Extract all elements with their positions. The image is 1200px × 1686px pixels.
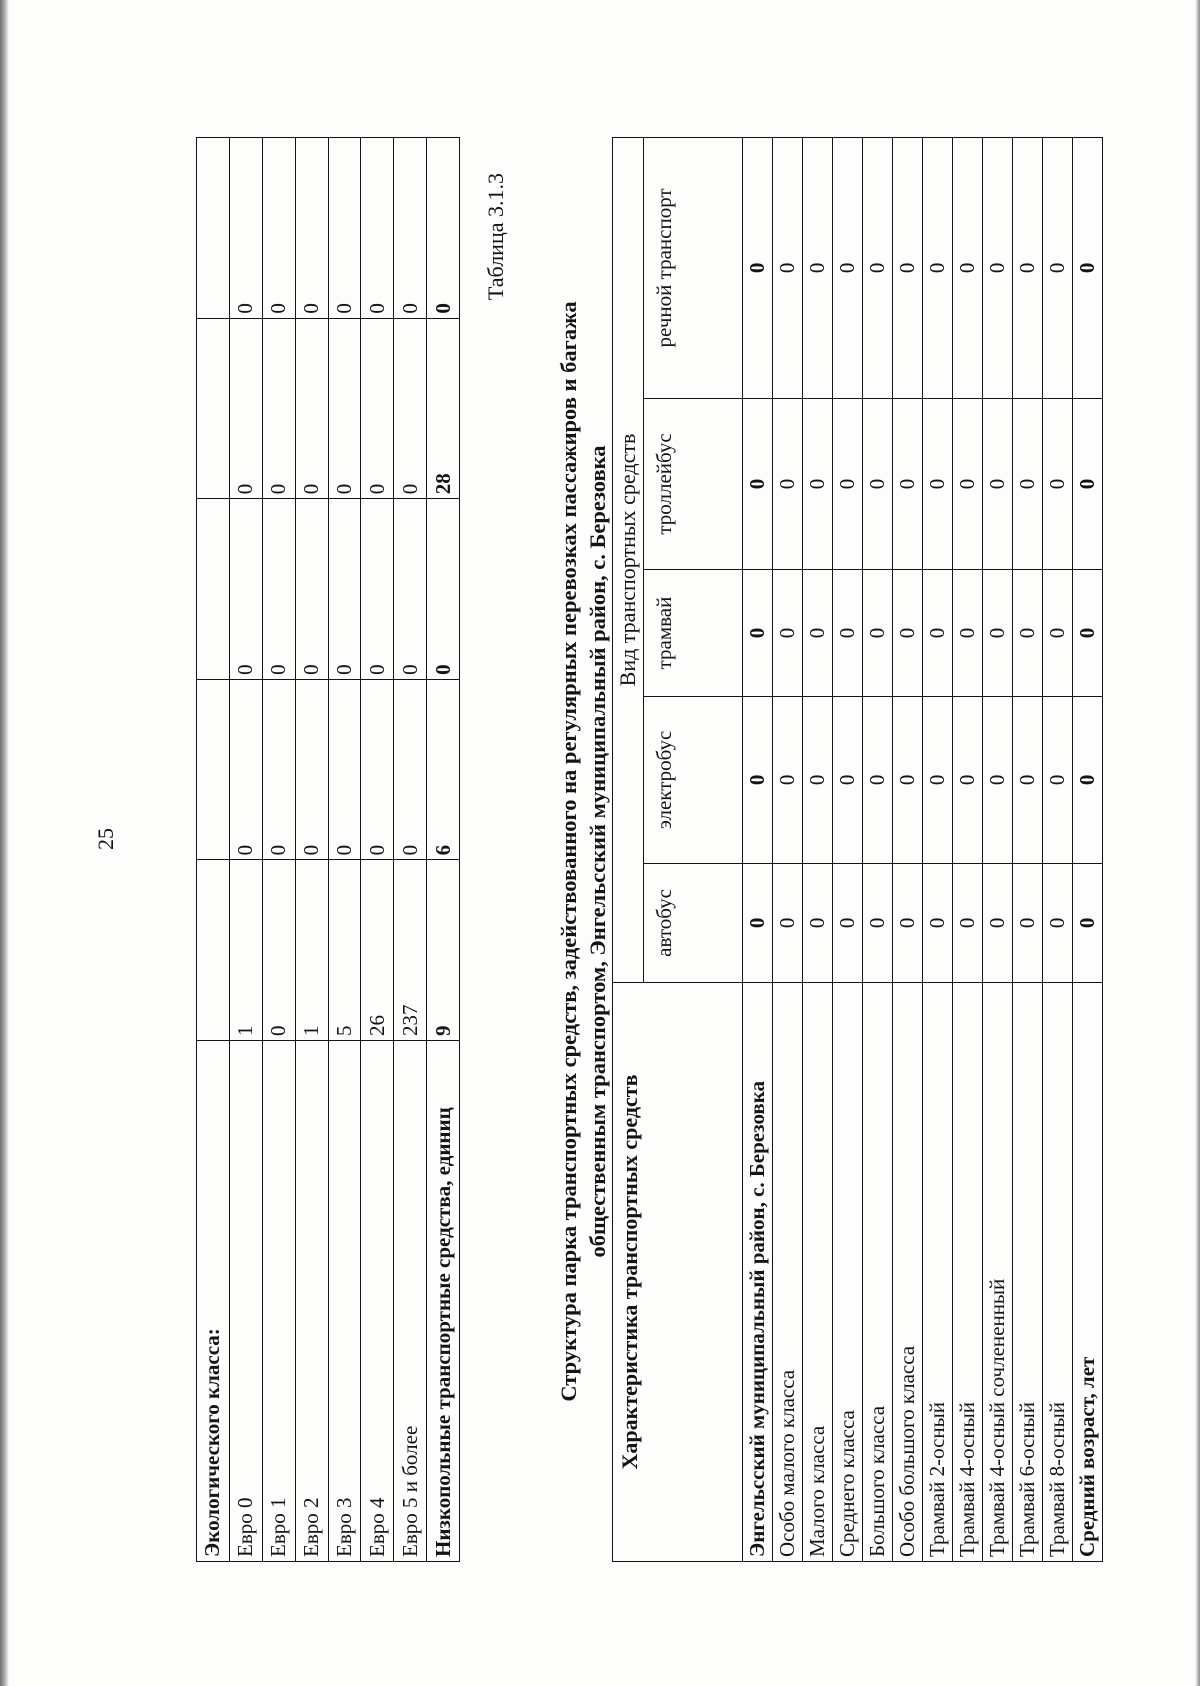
table-row	[229, 138, 262, 1562]
fleet-structure-table-grid	[612, 137, 1103, 1562]
table-cell: 0	[923, 863, 953, 982]
column-header-electrobus: электробус	[644, 696, 743, 863]
row-label: Малого класса	[803, 983, 833, 1562]
ecological-class-table	[196, 137, 460, 1562]
table-cell: 0	[833, 696, 863, 863]
table-cell	[197, 318, 230, 499]
scan-edge-right	[1195, 0, 1200, 1686]
row-label: Трамвай 8-осный	[1043, 983, 1073, 1562]
table-cell: 0	[1073, 863, 1103, 982]
table-cell: 0	[893, 398, 923, 569]
table-cell: 0	[833, 863, 863, 982]
table-cell: 0	[1013, 398, 1043, 569]
ecological-class-header: Экологического класса:	[197, 1040, 230, 1561]
table-cell: 0	[803, 138, 833, 399]
table-row	[394, 138, 427, 1562]
table-row	[743, 138, 773, 1562]
table-cell: 0	[803, 696, 833, 863]
row-label: Большого класса	[863, 983, 893, 1562]
table-row	[983, 138, 1013, 1562]
table-cell: 0	[893, 138, 923, 399]
row-label: Евро 4	[361, 1040, 394, 1561]
table-cell: 0	[229, 138, 262, 319]
table-cell: 0	[863, 863, 893, 982]
table-cell: 0	[394, 679, 427, 860]
table-cell: 0	[1073, 398, 1103, 569]
table-cell: 1	[295, 860, 328, 1041]
table-row	[295, 138, 328, 1562]
table-header-row	[197, 138, 230, 1562]
table-cell: 0	[893, 570, 923, 697]
table-cell: 0	[1043, 696, 1073, 863]
table-cell: 0	[1043, 138, 1073, 399]
row-label: Евро 1	[262, 1040, 295, 1561]
table-cell: 0	[262, 138, 295, 319]
table-cell: 0	[361, 318, 394, 499]
table-cell: 0	[983, 138, 1013, 399]
table-cell: 0	[803, 398, 833, 569]
table-cell: 26	[361, 860, 394, 1041]
characteristics-header: Характеристика транспортных средств	[613, 983, 743, 1562]
column-header-bus: автобус	[644, 863, 743, 982]
row-label: Трамвай 4-осный	[953, 983, 983, 1562]
table-title-line-2: общественным транспортом, Энгельсский муниципальный район, с. Березовка	[585, 445, 610, 1258]
row-label: Энгельсский муниципальный район, с. Березовка	[743, 983, 773, 1562]
table-cell	[197, 499, 230, 680]
table-cell: 0	[1013, 863, 1043, 982]
column-header-tram: трамвай	[644, 570, 743, 697]
table-cell: 1	[229, 860, 262, 1041]
table-cell: 0	[1013, 570, 1043, 697]
table-cell: 0	[863, 398, 893, 569]
table-cell: 0	[743, 863, 773, 982]
table-cell: 0	[863, 138, 893, 399]
table-cell: 0	[262, 860, 295, 1041]
table-cell: 0	[229, 679, 262, 860]
table-cell: 0	[229, 318, 262, 499]
table-row	[953, 138, 983, 1562]
table-cell: 0	[743, 398, 773, 569]
row-label: Евро 5 и более	[394, 1040, 427, 1561]
table-cell: 0	[743, 570, 773, 697]
table-cell: 0	[953, 696, 983, 863]
table-cell: 0	[743, 138, 773, 399]
table-cell: 0	[295, 679, 328, 860]
table-cell: 0	[328, 138, 361, 319]
table-cell: 0	[773, 570, 803, 697]
table-cell: 0	[361, 138, 394, 319]
table-number: Таблица 3.1.3	[483, 173, 508, 301]
table-row	[833, 138, 863, 1562]
table-row	[328, 138, 361, 1562]
table-cell: 0	[773, 696, 803, 863]
table-row	[1013, 138, 1043, 1562]
table-title-line-1: Структура парка транспортных средств, задействованного на регулярных перевозках пассажиров и багажа	[556, 301, 581, 1402]
table-cell: 0	[1073, 138, 1103, 399]
table-cell: 237	[394, 860, 427, 1041]
table-row	[803, 138, 833, 1562]
table-cell: 0	[833, 570, 863, 697]
table-cell: 0	[923, 570, 953, 697]
table-cell: 0	[1043, 398, 1073, 569]
table-cell: 0	[953, 570, 983, 697]
table-cell: 0	[833, 398, 863, 569]
table-cell: 0	[262, 679, 295, 860]
table-cell: 0	[863, 570, 893, 697]
table-cell: 0	[983, 398, 1013, 569]
table-cell: 0	[328, 499, 361, 680]
row-label: Трамвай 2-осный	[923, 983, 953, 1562]
table-cell: 0	[953, 863, 983, 982]
table-cell: 0	[394, 499, 427, 680]
table-cell: 0	[328, 679, 361, 860]
table-cell: 0	[923, 398, 953, 569]
table-cell: 0	[361, 679, 394, 860]
table-cell: 0	[953, 138, 983, 399]
table-cell	[197, 138, 230, 319]
table-cell: 0	[983, 696, 1013, 863]
table-cell	[197, 679, 230, 860]
table-cell: 0	[893, 863, 923, 982]
page-number: 25	[93, 828, 118, 850]
table-cell: 0	[803, 570, 833, 697]
table-row	[923, 138, 953, 1562]
row-label: Трамвай 4-осный сочлененный	[983, 983, 1013, 1562]
table-cell: 0	[983, 863, 1013, 982]
table-row	[1073, 138, 1103, 1562]
table-cell: 0	[953, 398, 983, 569]
table-cell: 0	[394, 138, 427, 319]
table-cell: 5	[328, 860, 361, 1041]
column-header-trolleybus: троллейбус	[644, 398, 743, 569]
fleet-structure-table	[612, 137, 1099, 1562]
table-cell: 0	[983, 570, 1013, 697]
table-cell: 0	[1073, 570, 1103, 697]
table-cell: 0	[803, 863, 833, 982]
table-cell: 0	[773, 398, 803, 569]
table-cell: 0	[361, 499, 394, 680]
table-cell: 0	[262, 499, 295, 680]
table-cell	[197, 860, 230, 1041]
table-cell: 0	[295, 138, 328, 319]
table-cell: 9	[427, 860, 460, 1041]
row-label: Среднего класса	[833, 983, 863, 1562]
row-label: Евро 2	[295, 1040, 328, 1561]
table-cell: 0	[923, 138, 953, 399]
row-label: Средний возраст, лет	[1073, 983, 1103, 1562]
table-cell: 0	[1013, 696, 1043, 863]
table-cell: 0	[1043, 570, 1073, 697]
table-header-row	[613, 138, 644, 1562]
row-label: Трамвай 6-осный	[1013, 983, 1043, 1562]
table-cell: 0	[295, 318, 328, 499]
row-label: Евро 0	[229, 1040, 262, 1561]
table-cell: 0	[893, 696, 923, 863]
table-cell: 0	[773, 863, 803, 982]
table-cell: 0	[394, 318, 427, 499]
table-row	[262, 138, 295, 1562]
table-cell: 0	[328, 318, 361, 499]
table-row	[361, 138, 394, 1562]
table-cell: 6	[427, 679, 460, 860]
table-cell: 0	[1043, 863, 1073, 982]
table-row	[1043, 138, 1073, 1562]
table-cell: 0	[743, 696, 773, 863]
table-cell: 28	[427, 318, 460, 499]
table-cell: 0	[863, 696, 893, 863]
scan-edge-left	[0, 0, 9, 1686]
column-header-river-transport: речной транспорт	[644, 138, 743, 399]
table-row	[427, 138, 460, 1562]
table-cell: 0	[229, 499, 262, 680]
row-label: Евро 3	[328, 1040, 361, 1561]
ecological-class-table-grid	[196, 137, 460, 1562]
table-cell: 0	[833, 138, 863, 399]
table-cell: 0	[773, 138, 803, 399]
row-label: Низкопольные транспортные средства, единиц	[427, 1040, 460, 1561]
table-cell: 0	[923, 696, 953, 863]
row-label: Особо большого класса	[893, 983, 923, 1562]
table-title	[554, 139, 612, 1564]
vehicle-type-header: Вид транспортных средств	[613, 138, 644, 983]
table-cell: 0	[427, 138, 460, 319]
table-cell: 0	[295, 499, 328, 680]
table-row	[893, 138, 923, 1562]
table-row	[773, 138, 803, 1562]
table-cell: 0	[1013, 138, 1043, 399]
row-label: Особо малого класса	[773, 983, 803, 1562]
table-cell: 0	[427, 499, 460, 680]
table-row	[863, 138, 893, 1562]
table-cell: 0	[1073, 696, 1103, 863]
table-cell: 0	[262, 318, 295, 499]
